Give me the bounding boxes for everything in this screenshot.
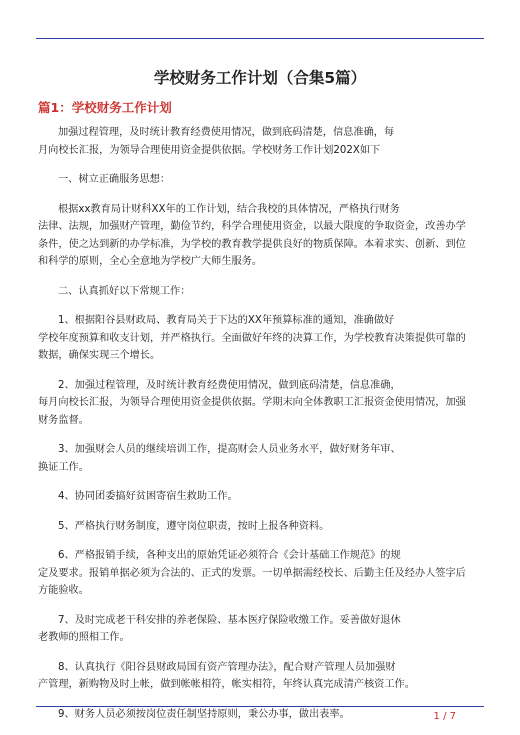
text-line: 加强过程管理，及时统计教育经费使用情况，做到底码清楚，信息准确，每 [58,127,395,138]
footer-rule [36,706,484,707]
paragraph [38,377,484,430]
text-line: 老教师的照相工作。 [38,632,130,643]
paragraph [38,612,484,647]
text-line: 产管理，新购物及时上帐，做到帐帐相符，帐实相符，年终认真完成清产核资工作。 [38,679,415,690]
text-line: 学校年度预算和收支计划，并严格执行。全面做好年终的决算工作，为学校教育决策提供可靠的 [38,332,466,344]
text-line: 每月向校长汇报，为领导合理使用资金提供依据。学期末向全体教职工汇报资金使用情况，加强 [38,397,466,408]
text-line: 4、协同团委搞好贫困寄宿生救助工作。 [58,491,238,502]
text-line: 1、根据阳谷县财政局、教育局关于下达的XX年预算标准的通知，准确做好 [58,315,395,326]
header-rule [36,38,484,39]
text-line: 一、树立正确服务思想： [58,174,171,185]
text-line: 根据xx教育局计财科XX年的工作计划，结合我校的具体情况，严格执行财务 [58,203,400,215]
text-line: 月向校长汇报，为领导合理使用资金提供依据。学校财务工作计划202X如下 [38,144,381,156]
text-line: 定及要求。报销单据必须为合法的、正式的发票。一切单据需经校长、后勤主任及经办人签字后 [38,567,466,579]
paragraph [38,124,484,159]
text-line: 数据，确保实现三个增长。 [38,350,161,361]
paragraph [38,312,484,365]
text-line: 换证工作。 [38,461,89,473]
page-indicator: 1 / 7 [433,711,456,722]
text-line: 8、认真执行《阳谷县财政局国有资产管理办法》，配合财产管理人员加强财 [58,661,396,673]
paragraph [38,171,484,189]
paragraph [38,659,484,694]
text-line: 法律、法规，加强财产管理，勤俭节约，科学合理使用资金，以最大限度的争取资金，改善办学 [38,221,466,232]
section-heading: 篇1：学校财务工作计划 [38,100,172,115]
text-line: 3、加强财会人员的继续培训工作，提高财会人员业务水平，做好财务年审、 [58,444,401,455]
text-line: 9、财务人员必须按岗位责任制坚持原则，秉公办事，做出表率。 [58,708,350,720]
text-line: 7、及时完成老干科安排的养老保险、基本医疗保险收缴工作。妥善做好退休 [58,614,401,626]
text-line: 条件，使之达到新的办学标准，为学校的教育教学提供良好的物质保障。本着求实、创新、到位 [38,238,466,250]
document-body [38,124,484,735]
paragraph [38,488,484,506]
paragraph [38,441,484,476]
paragraph [38,283,484,301]
text-line: 5、严格执行财务制度，遵守岗位职责，按时上报各种资料。 [58,520,330,532]
paragraph [38,518,484,536]
text-line: 2、加强过程管理，及时统计教育经费使用情况，做到底码清楚，信息准确， [58,379,401,391]
paragraph [38,706,484,724]
text-line: 财务监督。 [38,414,89,426]
paragraph [38,201,484,271]
paragraph [38,547,484,600]
text-line: 二、认真抓好以下常规工作： [58,285,191,297]
text-line: 和科学的原则，全心全意地为学校广大师生服务。 [38,256,263,267]
text-line: 方能验收。 [38,585,89,596]
document-title: 学校财务工作计划（合集5篇） [153,69,367,87]
text-line: 6、严格报销手续，各种支出的原始凭证必须符合《会计基础工作规范》的规 [58,550,401,561]
